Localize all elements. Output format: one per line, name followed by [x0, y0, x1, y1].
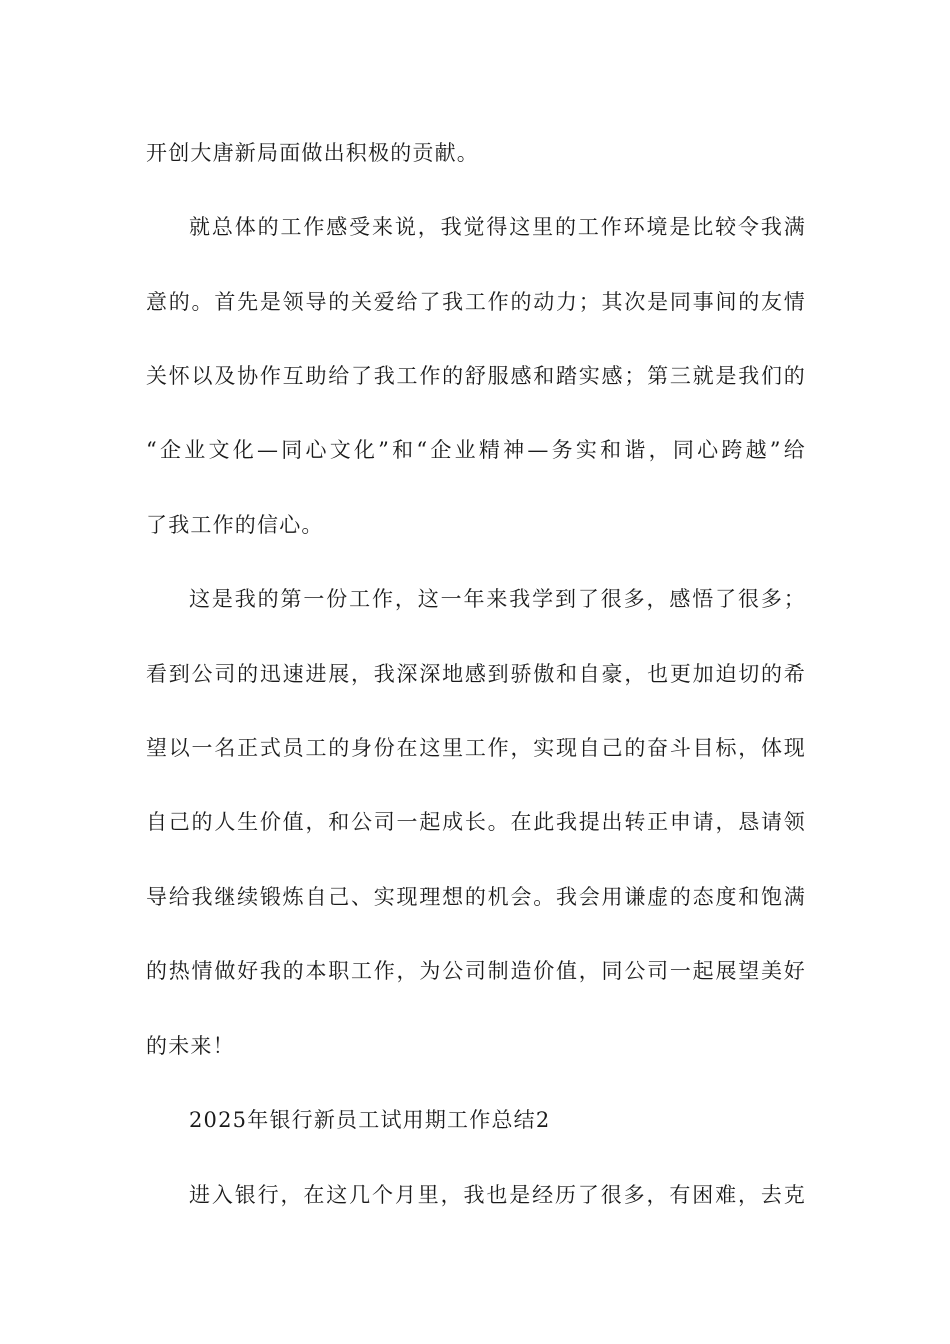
paragraph-line-10: 自己的人生价值，和公司一起成长。在此我提出转正申请，恳请领: [146, 810, 806, 834]
paragraph-line-12: 的热情做好我的本职工作，为公司制造价值，同公司一起展望美好: [146, 959, 806, 983]
section-heading: 2025年银行新员工试用期工作总结2: [189, 1108, 551, 1132]
paragraph-line-8: 看到公司的迅速进展，我深深地感到骄傲和自豪，也更加迫切的希: [146, 662, 806, 686]
paragraph-line-5: “企业文化—同心文化”和“企业精神—务实和谐，同心跨越”给: [146, 438, 806, 462]
paragraph-line-13: 的未来！: [146, 1034, 235, 1058]
paragraph-line-6: 了我工作的信心。: [146, 513, 324, 537]
paragraph-line-11: 导给我继续锻炼自己、实现理想的机会。我会用谦虚的态度和饱满: [146, 885, 806, 909]
paragraph-line-1: 开创大唐新局面做出积极的贡献。: [146, 141, 479, 165]
paragraph-line-7: 这是我的第一份工作，这一年来我学到了很多，感悟了很多；: [189, 587, 806, 611]
paragraph-line-9: 望以一名正式员工的身份在这里工作，实现自己的奋斗目标，体现: [146, 736, 806, 760]
paragraph-line-4: 关怀以及协作互助给了我工作的舒服感和踏实感；第三就是我们的: [146, 364, 806, 388]
paragraph-line-3: 意的。首先是领导的关爱给了我工作的动力；其次是同事间的友情: [146, 290, 806, 314]
paragraph-line-15: 进入银行，在这几个月里，我也是经历了很多，有困难，去克: [189, 1183, 806, 1207]
paragraph-line-2: 就总体的工作感受来说，我觉得这里的工作环境是比较令我满: [189, 215, 806, 239]
